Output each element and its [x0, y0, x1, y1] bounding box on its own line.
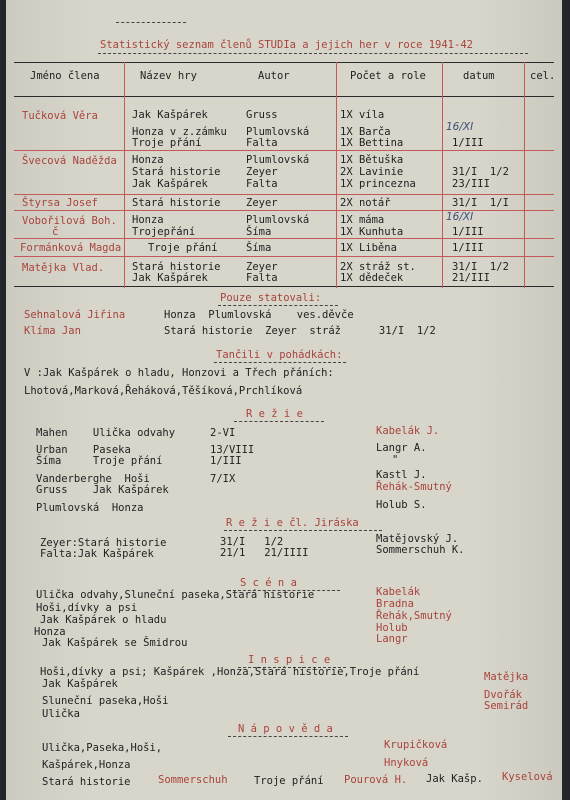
author-cell: Plumlovská — [246, 214, 310, 226]
date-cell: 23/III — [452, 178, 490, 190]
inspice-work: Ulička — [42, 708, 80, 720]
prompter-person: Sommerschuh — [158, 774, 228, 786]
header-date: datum — [463, 70, 495, 82]
extra-name: Sehnalová Jiřina — [24, 309, 126, 321]
inspice-person: Semirád — [484, 700, 529, 712]
header-total: cel. — [530, 70, 556, 82]
directing-work: Vanderberghe Hoši — [36, 473, 150, 485]
date-cell: 1/III — [452, 137, 484, 149]
section-heading-statovali: Pouze statovali: — [220, 292, 322, 304]
date-cell: 1/III — [452, 226, 484, 238]
author-cell: Falta — [246, 137, 278, 149]
play-cell: Trojepřání — [132, 226, 196, 238]
prompter-person: Krupičková — [384, 739, 448, 751]
inspice-work: Jak Kašpárek — [42, 678, 118, 690]
directing-work: Šíma Troje přání — [36, 455, 163, 467]
column-rule — [524, 62, 525, 288]
table-header-rule — [14, 96, 554, 97]
play-cell: Troje přání — [132, 137, 202, 149]
row-rule — [14, 194, 554, 195]
director-name: Kabelák J. — [376, 425, 440, 437]
count-cell: 1X Bětuška — [340, 154, 404, 166]
member-name-cont: č — [52, 226, 59, 238]
author-cell: Zeyer — [246, 261, 278, 273]
dance-line: Lhotová,Marková,Řeháková,Těšíková,Prchlíková — [24, 385, 303, 397]
directing-date: 1/III — [210, 455, 242, 467]
directing-work: Gruss Jak Kašpárek — [36, 484, 169, 496]
header-play: Název hry — [140, 70, 197, 82]
author-cell: Zeyer — [246, 166, 278, 178]
date-cell: 21/III — [452, 272, 490, 284]
heading-underline — [228, 736, 348, 737]
count-cell: 2X Lavinie — [340, 166, 404, 178]
heading-underline — [234, 421, 324, 422]
directing-work: Plumlovská Honza — [36, 502, 144, 514]
count-cell: 1X Liběna — [340, 242, 397, 254]
date-cell: 1/III — [452, 242, 484, 254]
play-cell: Jak Kašpárek — [132, 109, 208, 121]
author-cell: Zeyer — [246, 197, 278, 209]
heading-underline — [218, 305, 338, 306]
prompter-work: Ulička,Paseka,Hoši, — [42, 742, 163, 754]
author-cell: Šíma — [246, 226, 272, 238]
scene-work: Jak Kašpárek o hladu — [40, 614, 167, 626]
header-member: Jméno člena — [30, 70, 100, 82]
directing-work: Mahen Ulička odvahy — [36, 427, 176, 439]
play-cell: Troje přání — [148, 242, 218, 254]
section-heading-rezie-jiraska: R e ž i e čl. Jiráska — [226, 517, 359, 529]
section-heading-rezie: R e ž i e — [246, 408, 303, 420]
count-cell: 1X Bettina — [340, 137, 404, 149]
play-cell: Stará historie — [132, 261, 221, 273]
scene-person: Langr — [376, 633, 408, 645]
date-cell: 31/I 1/2 — [452, 166, 509, 178]
row-rule — [14, 238, 554, 239]
author-cell: Plumlovská — [246, 126, 310, 138]
member-name: Formánková Magda — [20, 242, 122, 254]
document-title: Statistický seznam členů STUDIa a jejich her v roce 1941-42 — [100, 39, 473, 51]
prompter-work: Stará historie — [42, 776, 131, 788]
prompter-person: Pourová H. — [344, 774, 408, 786]
extra-details: Stará historie Zeyer stráž 31/I 1/2 — [164, 325, 436, 337]
director-name: " — [392, 454, 399, 466]
section-heading-napoveda: N á p o v ě d a — [238, 723, 333, 735]
play-cell: Honza — [132, 154, 164, 166]
header-count-role: Počet a role — [350, 70, 426, 82]
extra-name: Klíma Jan — [24, 325, 81, 337]
date-cell: 16/XI — [446, 211, 474, 223]
member-name: Štyrsa Josef — [22, 197, 98, 209]
prompter-work: Kašpárek,Honza — [42, 759, 131, 771]
play-cell: Jak Kašpárek — [132, 178, 208, 190]
author-cell: Falta — [246, 272, 278, 284]
scene-person: Kabelák — [376, 586, 421, 598]
count-cell: 2X stráž st. — [340, 261, 416, 273]
column-rule — [336, 62, 337, 288]
play-cell: Honza — [132, 214, 164, 226]
author-cell: Gruss — [246, 109, 278, 121]
date-cell: 16/XI — [446, 121, 474, 133]
directing-date: 7/IX — [210, 473, 236, 485]
date-cell: 31/I 1/I — [452, 197, 509, 209]
play-cell: Honza v z.zámku — [132, 126, 227, 138]
directing-date: 2-VI — [210, 427, 236, 439]
count-cell: 1X princezna — [340, 178, 416, 190]
date-cell: 31/I 1/2 — [452, 261, 509, 273]
inspice-person: Matějka — [484, 671, 529, 683]
count-cell: 1X dědeček — [340, 272, 404, 284]
section-heading-tancili: Tančili v pohádkách: — [216, 349, 343, 361]
dance-line: V :Jak Kašpárek o hladu, Honzovi a Třech přáních: — [24, 367, 334, 379]
count-cell: 2X notář — [340, 197, 391, 209]
count-cell: 1X Kunhuta — [340, 226, 404, 238]
author-cell: Falta — [246, 178, 278, 190]
section-heading-inspice: I n s p i c e — [248, 654, 331, 666]
heading-underline — [214, 362, 346, 363]
director-name: Matějovský J. — [376, 533, 459, 545]
directing-date: 31/I 1/2 — [220, 536, 284, 548]
play-cell: Stará historie — [132, 197, 221, 209]
director-name: Řehák-Smutný — [376, 481, 452, 493]
member-name: Matějka Vlad. — [22, 262, 105, 274]
scene-work: Hoši,dívky a psi — [36, 602, 138, 614]
directing-work: Falta:Jak Kašpárek — [40, 548, 154, 560]
scene-work: Ulička odvahy,Sluneční paseka,Stará historie — [36, 589, 315, 601]
column-rule — [442, 62, 443, 288]
director-name: Sommerschuh K. — [376, 544, 465, 556]
table-top-rule — [14, 62, 554, 63]
inspice-person: Dvořák — [484, 689, 522, 701]
prompter-person: Kyselová — [502, 771, 553, 783]
heading-underline — [224, 530, 382, 531]
scene-person: Holub — [376, 622, 408, 634]
prompter-work: Troje přání — [254, 775, 324, 787]
play-cell: Jak Kašpárek — [132, 272, 208, 284]
directing-date: 13/VIII — [210, 444, 255, 456]
director-name: Kastl J. — [376, 469, 427, 481]
prompter-work: Jak Kašp. — [426, 773, 483, 785]
director-name: Holub S. — [376, 499, 427, 511]
table-bottom-rule — [14, 286, 554, 287]
author-cell: Plumlovská — [246, 154, 310, 166]
count-cell: 1X víla — [340, 109, 385, 121]
header-author: Autor — [258, 70, 290, 82]
author-cell: Šíma — [246, 242, 272, 254]
row-rule — [14, 150, 554, 151]
column-rule — [124, 62, 125, 288]
scene-work: Jak Kašpárek se Šmidrou — [42, 637, 188, 649]
play-cell: Stará historie — [132, 166, 221, 178]
count-cell: 1X Barča — [340, 126, 391, 138]
top-dash — [116, 22, 186, 23]
member-name: Tučková Věra — [22, 110, 98, 122]
directing-date: 21/1 21/IIII — [220, 547, 309, 559]
inspice-work: Hoši,dívky a psi; Kašpárek ,Honza,Stará historie,Troje přání — [40, 666, 420, 678]
directing-work: Urban Paseka — [36, 444, 131, 456]
inspice-work: Sluneční paseka,Hoši — [42, 695, 169, 707]
title-underline — [98, 53, 528, 54]
scene-person: Řehák,Smutný — [376, 610, 452, 622]
extra-details: Honza Plumlovská ves.děvče — [164, 309, 354, 321]
directing-work: Zeyer:Stará historie — [40, 537, 167, 549]
row-rule — [14, 256, 554, 257]
member-name: Švecová Naděžda — [22, 155, 117, 167]
member-name: Vobořilová Boh. — [22, 215, 117, 227]
row-rule — [14, 210, 554, 211]
director-name: Langr A. — [376, 442, 427, 454]
prompter-person: Hnyková — [384, 757, 429, 769]
document-sheet — [6, 0, 562, 800]
scene-person: Bradna — [376, 598, 414, 610]
count-cell: 1X máma — [340, 214, 385, 226]
scene-work: Honza — [34, 626, 66, 638]
section-heading-scena: S c é n a — [240, 577, 297, 589]
